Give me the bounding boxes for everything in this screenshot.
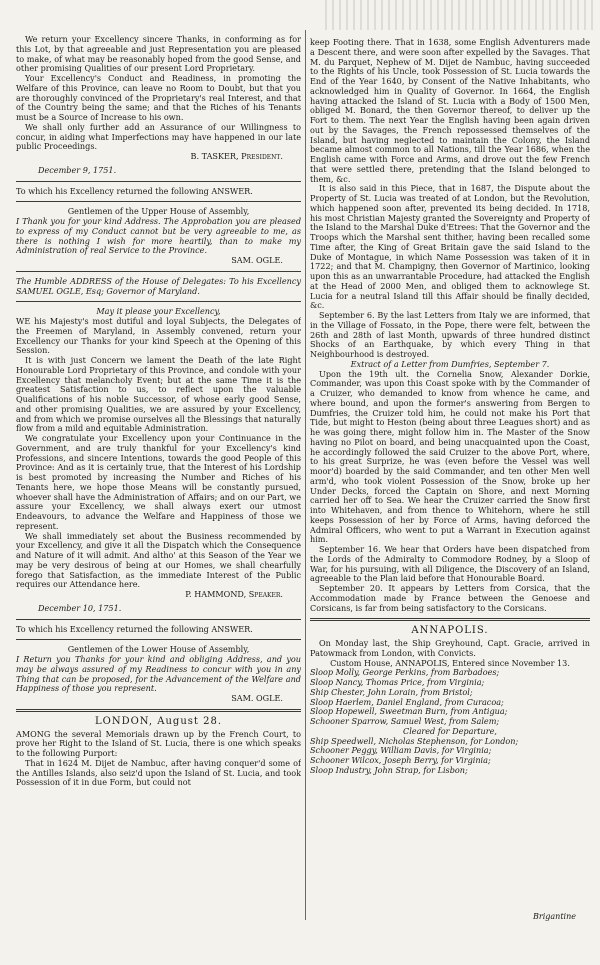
rule — [16, 301, 301, 302]
salutation: Gentlemen of the Lower House of Assembly, — [67, 644, 250, 655]
london-para: AMONG the several Memorials drawn up by the French Court, to prove her Right to the Island of St. Lucia, there is one which speaks to the following Purport: — [16, 728, 301, 758]
custom-house-line: Custom House, ANNAPOLIS, Entered since November 13. — [330, 657, 570, 668]
address-title: The Humble ADDRESS of the House of Delegates: To his Excellency SAMUEL OGLE, Esq; Governor of Maryland. — [16, 275, 301, 296]
date-line: December 10, 1751. — [38, 602, 122, 613]
intro-para: Your Excellency's Conduct and Readiness, in promoting the Welfare of this Province, can leave no Room to Doubt, but that you are thoroughly convinced of the Proprietary's real Interest, and that of the Country being the same; and that the Riches of his Tenants must be a Source of Increase to his own. — [16, 73, 301, 122]
cleared-heading: Cleared for Departure, — [403, 725, 497, 736]
double-rule — [16, 709, 301, 712]
rule — [16, 619, 301, 620]
signature-ogle: SAM. OGLE. — [231, 693, 283, 703]
list-item: Sloop Haerlem, Daniel England, from Curacoa; — [310, 696, 504, 707]
date-line: December 9, 1751. — [38, 164, 117, 175]
annapolis-para: On Monday last, the Ship Greyhound, Capt. Gracie, arrived in Patowmack from London, with Convicts. — [310, 638, 590, 658]
delegates-para: We shall immediately set about the Business recommended by your Excellency, and give it all the Dispatch which the Consequence and Nature of it will admit. And altho' at this Season of the Year we may be very desirous of being at our Homes, we shall chearfully forego that Satisfaction, as the immediate Interest of the Public requires our Attendance here. — [16, 530, 301, 590]
rule — [16, 271, 301, 272]
signature-hammond: P. HAMMOND, Speaker. — [185, 589, 283, 599]
sept20-para: September 20. It appears by Letters from Corsica, that the Accommodation made by France between the Genoese and Corsicans, is far from being satisfactory to the Corsicans. — [310, 583, 590, 613]
cleared-list — [310, 737, 590, 776]
double-rule — [310, 618, 590, 621]
rule — [16, 181, 301, 182]
list-item: Schooner Sparrow, Samuel West, from Salem; — [310, 716, 500, 726]
delegates-para: We congratulate your Excellency upon your Continuance in the Government, and are truly thankful for your Excellency's kind Professions, and sincere Intentions, towards the good People of this Province: And as it is certainly true, that the Interest of his Lordship is best promoted by increasing the Number and Riches of his Tenants here, we hope those Means will be constantly pursued, whoever shall have the Administration of Affairs; and on our Part, we assure your Excellency, we shall always exert our utmost Endeavours, to advance the Welfare and Happiness of those we represent. — [16, 433, 301, 531]
intro-para: We return your Excellency sincere Thanks, in conforming as for this Lot, by that agreeable and just Representation you are pleased to make, of what may be reasonably hoped from the good Sense, and other promising Qualities of our present Lord Proprietary. — [16, 34, 301, 74]
entered-list — [310, 668, 590, 727]
list-item: Ship Chester, John Lorain, from Bristol; — [310, 686, 473, 697]
list-item: Schooner Wilcox, Joseph Berry, for Virginia; — [310, 755, 491, 765]
stlucia-para: It is also said in this Piece, that in 1687, the Dispute about the Property of St. Lucia was treated of at London, but the Revolution, which happened soon after, prevented its being decided. In 1718, his most Christian Majesty granted the Sovereignty and Property of the Island to the Marshal Duke d'Etrees: That the Governor and the Troops which the Marshal sent thither, having been recalled some Time after, the King of Great Britain gave the said Island to the Duke of Montague, in which Name Possession was taken of it in 1722; and that M. Champigny, then Governor of Martinico, looking upon this as an unwarrantable Procedure, had attacked the English at the Head of 2000 Men, and obliged them to acknowlege St. Lucia for a neutral Island till this Affair should be finally decided, &c. — [310, 183, 590, 311]
list-item: Sloop Industry, John Strap, for Lisbon; — [310, 764, 468, 775]
delegates-para: WE his Majesty's most dutiful and loyal Subjects, the Delegates of the Freemen of Maryland, in Assembly convened, return your Excellency our Thanks for your kind Speech at the Opening of this Session. — [16, 316, 301, 356]
intro-para: We shall only further add an Assurance of our Willingness to concur, in aiding what Imperfections may have happened in our late public Proceedings. — [16, 121, 301, 152]
extract-body: Upon the 19th ult. the Cornelia Snow, Alexander Dorkie, Commander, was upon this Coast spoke with by the Commander of a Cruizer, who demanded to know from whence he came, and where bound, and upon the former's answering from Bergen to Dumfries, the Cruizer told him, he could not make his Port that Tide, but might to Heston (being about three Leagues short) and as he was going there, might follow him in. The Master of the Snow having no Pilot on board, and being unacquainted upon the Coast, he accordingly followed the said Cruizer to the above Port, where, to his great Surprize, he was (even before the Vessel was well moor'd) boarded by the said Commander, and ten other Men well arm'd, who took violent Possession of the Snow, broke up her Under Decks, forced the Captain on Shore, and next Morning carried her off to Sea. We hear the Cruizer carried the Snow first into Whitehaven, and from thence to Whitehorn, where he still keeps Possession of her by Force of Arms, having deforced the Admiral Officers, who went to put a Warrant in Execution against him. — [310, 368, 590, 545]
right-column — [310, 0, 590, 965]
salutation: Gentlemen of the Upper House of Assembly, — [67, 206, 250, 217]
left-column — [16, 0, 301, 962]
list-item: Sloop Molly, George Perkins, from Barbadoes; — [310, 667, 500, 678]
london-para: That in 1624 M. Dijet de Nambuc, after having conquer'd some of the Antilles Islands, also seiz'd upon the Island of St. Lucia, and took Possession of it in due Form, but could not — [16, 757, 301, 788]
may-it-please: May it please your Excellency, — [96, 306, 221, 317]
list-item: Schooner Peggy, William Davis, for Virginia; — [310, 745, 492, 756]
signature-ogle: SAM. OGLE. — [231, 255, 283, 265]
rule — [16, 201, 301, 202]
answer-intro: To which his Excellency returned the following ANSWER. — [16, 623, 253, 634]
list-item: Sloop Nancy, Thomas Price, from Virginia; — [310, 677, 485, 687]
london-heading: LONDON, August 28. — [94, 715, 222, 727]
column-divider — [305, 30, 306, 920]
signature-tasker: B. TASKER, President. — [190, 151, 283, 161]
list-item: Sloop Hopewell, Sweetman Burn, from Antigua; — [310, 706, 508, 717]
list-item: Ship Speedwell, Nicholas Stephenson, for London; — [310, 735, 519, 746]
stlucia-para: keep Footing there. That in 1638, some English Adventurers made a Descent there, and were soon after expelled by the Savages. That M. du Parquet, Nephew of M. Dijet de Nambuc, having succeeded to the Rights of his Uncle, took Possession of St. Lucia towards the End of the Year 1640, by Consent of the Native Inhabitants, who acknowledged him in Quality of Governor. In 1664, the English having attacked the Island of St. Lucia with a Body of 1500 Men, obliged M. Bonard, the then Governor thereof, to deliver up the Fort to them. The next Year the English having been again driven out by the Savages, the French repossessed themselves of the Island, but having neglected to maintain the Colony, the Island became almost common to all Nations, till the Year 1686, when the English came with Force and Arms, and drove out the few French that were settled there, pretending that the Island belonged to them, &c. — [310, 37, 590, 184]
answer-body: I Return you Thanks for your kind and obliging Address, and you may be always assured of my Readiness to concur with you in any Thing that can be proposed, for the Advancement of the Welfare and Happiness of those you represent. — [16, 654, 301, 694]
rule — [16, 639, 301, 640]
italy-para: September 6. By the last Letters from Italy we are informed, that in the Village of Fossato, in the Pope, there were felt, between the 26th and 28th of last Month, upwards of three hundred distinct Shocks of an Earthquake, by which every Thing in that Neighbourhood is destroyed. — [310, 310, 590, 359]
annapolis-heading: ANNAPOLIS. — [411, 625, 489, 637]
catchword: Brigantine — [533, 912, 576, 921]
answer-body: I Thank you for your kind Address. The Approbation you are pleased to express of my Conduct cannot but be very agreeable to me, as there is nothing I wish for more heartily, than to make my Administration of real Service to the Province. — [16, 216, 301, 256]
sept16-para: September 16. We hear that Orders have been dispatched from the Lords of the Admiralty to Commodore Rodney, by a Sloop of War, for his pursuing, with all Diligence, the Discovery of an Island, agreeable to the Plan laid before that Honourable Board. — [310, 544, 590, 584]
extract-heading: Extract of a Letter from Dumfries, September 7. — [350, 358, 550, 369]
delegates-para: It is with just Concern we lament the Death of the late Right Honourable Lord Proprietary of this Province, and condole with your Excellency that melancholy Event; but at the same Time it is the greatest Satisfaction to us, to reflect upon the valuable Qualifications of his noble Successor, of whose early good Sense, and other promising Qualities, we are assured by your Excellency, and from which we promise ourselves all the Blessings that naturally flow from a mild and equitable Administration. — [16, 355, 301, 434]
answer-intro: To which his Excellency returned the following ANSWER. — [16, 185, 253, 196]
